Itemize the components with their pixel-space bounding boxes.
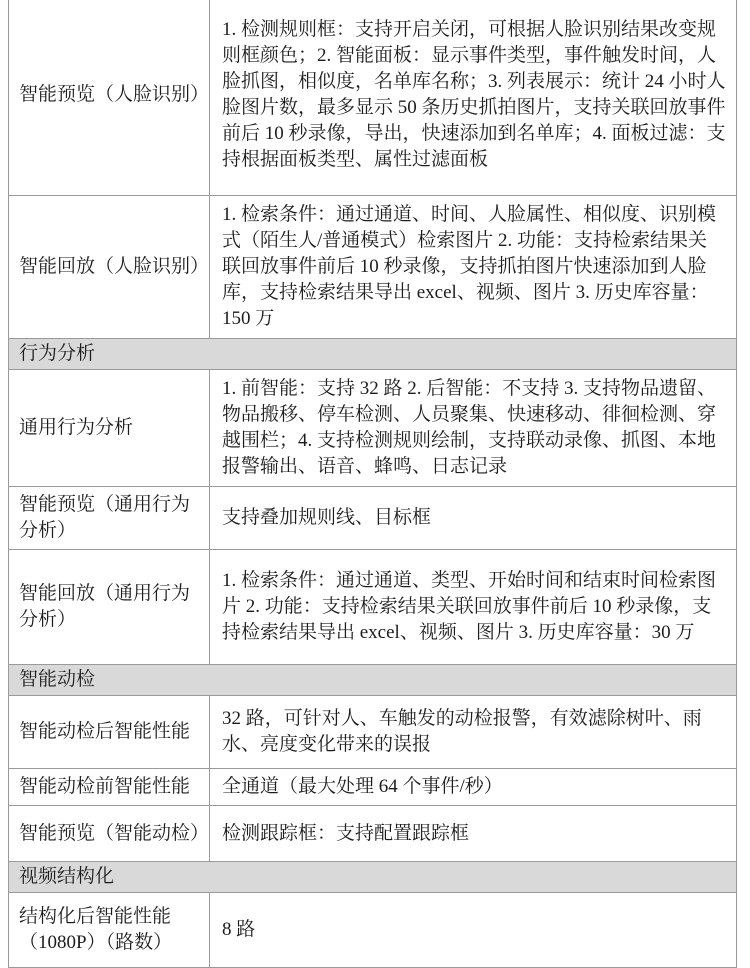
spec-label: 智能预览（人脸识别） bbox=[19, 84, 210, 105]
spec-label-cell bbox=[9, 769, 210, 805]
spec-label: 通用行为分析 bbox=[19, 417, 134, 438]
spec-value: 全通道（最大处理 64 个事件/秒） bbox=[222, 776, 503, 797]
spec-table bbox=[8, 0, 737, 968]
spec-label: 智能动检后智能性能 bbox=[19, 721, 191, 742]
spec-value-cell bbox=[210, 487, 736, 549]
spec-label-cell bbox=[9, 806, 210, 861]
spec-row bbox=[9, 769, 736, 806]
spec-row bbox=[9, 196, 736, 339]
spec-label-cell bbox=[9, 550, 210, 664]
section-header-row bbox=[9, 862, 736, 893]
spec-label-cell bbox=[9, 487, 210, 549]
spec-label: 智能回放（通用行为分析） bbox=[19, 583, 191, 630]
spec-value-cell bbox=[210, 0, 736, 195]
spec-value-cell bbox=[210, 893, 736, 967]
spec-value-cell bbox=[210, 806, 736, 861]
spec-label-cell bbox=[9, 696, 210, 768]
spec-label-cell bbox=[9, 0, 210, 195]
spec-value: 1. 前智能：支持 32 路 2. 后智能：不支持 3. 支持物品遗留、物品搬移、停车检测、人员聚集、快速移动、徘徊检测、穿越围栏；4. 支持检测规则绘制，支持联动录像、抓图、本地报警输出、语音、蜂鸣、日志记录 bbox=[222, 378, 717, 477]
section-header-label: 行为分析 bbox=[19, 343, 96, 364]
section-header-row bbox=[9, 339, 736, 370]
spec-row bbox=[9, 806, 736, 862]
spec-row bbox=[9, 370, 736, 487]
spec-label: 结构化后智能性能（1080P）（路数） bbox=[19, 906, 173, 953]
spec-value-cell bbox=[210, 196, 736, 338]
section-header-label: 视频结构化 bbox=[19, 866, 115, 887]
spec-value: 1. 检索条件：通过通道、时间、人脸属性、相似度、识别模式（陌生人/普通模式）检索图片 2. 功能：支持检索结果关联回放事件前后 10 秒录像，支持抓拍图片快速添加到人脸库，支持检索结果导出 excel、视频、图片 3. 历史库容量：150 万 bbox=[222, 204, 717, 329]
spec-label-cell bbox=[9, 196, 210, 338]
section-header-row bbox=[9, 665, 736, 696]
spec-value: 32 路，可针对人、车触发的动检报警，有效滤除树叶、雨水、亮度变化带来的误报 bbox=[222, 708, 702, 755]
spec-row bbox=[9, 550, 736, 665]
spec-value: 检测跟踪框：支持配置跟踪框 bbox=[222, 822, 470, 844]
section-header-label: 智能动检 bbox=[19, 669, 96, 690]
spec-value: 1. 检索条件：通过通道、类型、开始时间和结束时间检索图片 2. 功能：支持检索结果关联回放事件前后 10 秒录像，支持检索结果导出 excel、视频、图片 3. 历史库容量：30 万 bbox=[222, 570, 717, 643]
spec-value: 8 路 bbox=[222, 919, 256, 940]
spec-value: 支持叠加规则线、目标框 bbox=[222, 507, 432, 528]
spec-row bbox=[9, 487, 736, 550]
spec-label: 智能预览（通用行为分析） bbox=[19, 494, 191, 541]
spec-value-cell bbox=[210, 696, 736, 768]
spec-label: 智能动检前智能性能 bbox=[19, 776, 191, 797]
spec-row bbox=[9, 696, 736, 769]
spec-value-cell bbox=[210, 370, 736, 486]
spec-row bbox=[9, 893, 736, 968]
spec-label: 智能回放（人脸识别） bbox=[19, 256, 210, 277]
spec-value-cell bbox=[210, 550, 736, 664]
spec-label-cell bbox=[9, 370, 210, 486]
spec-row bbox=[9, 0, 736, 196]
spec-label-cell bbox=[9, 893, 210, 967]
spec-value-cell bbox=[210, 769, 736, 805]
spec-label: 智能预览（智能动检） bbox=[19, 822, 210, 844]
spec-value: 1. 检测规则框：支持开启关闭，可根据人脸识别结果改变规则框颜色；2. 智能面板：显示事件类型，事件触发时间，人脸抓图，相似度，名单库名称；3. 列表展示：统计 24 小时人脸图片数，最多显示 50 条历史抓拍图片，支持关联回放事件前后 10 秒录像，导出，快速添加到名单库；4. 面板过滤：支持根据面板类型、属性过滤面板 bbox=[222, 19, 726, 170]
